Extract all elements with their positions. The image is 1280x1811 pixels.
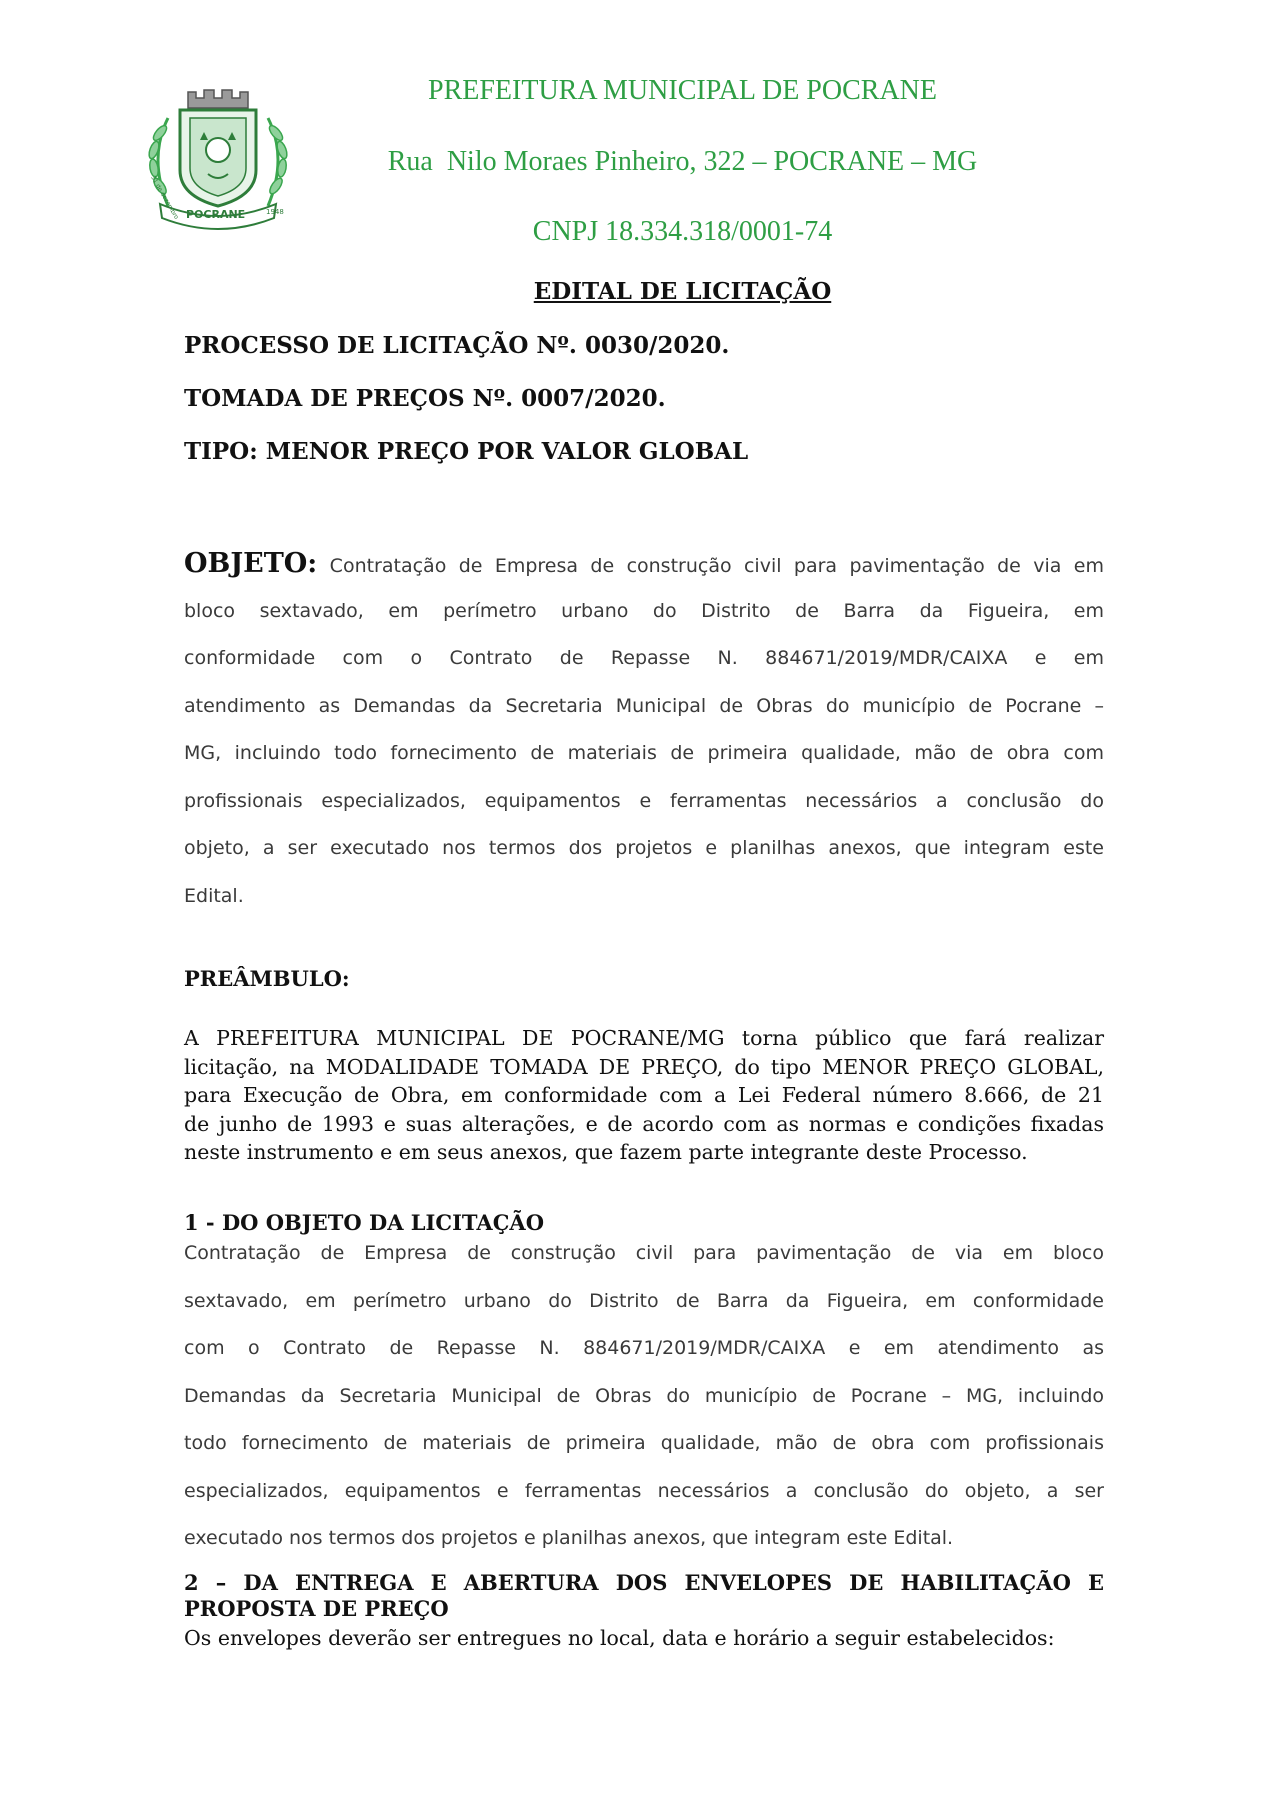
section1-line: com o Contrato de Repasse N. 884671/2019/MDR/CAIXA e em atendimento as bbox=[184, 1337, 1104, 1359]
section2-line: Os envelopes deverão ser entregues no local, data e horário a seguir estabelecidos: bbox=[184, 1626, 1055, 1650]
objeto-line: MG, incluindo todo fornecimento de materiais de primeira qualidade, mão de obra com bbox=[184, 742, 1104, 764]
process-number: PROCESSO DE LICITAÇÃO Nº. 0030/2020. bbox=[184, 332, 730, 359]
preambulo-line: para Execução de Obra, em conformidade com a Lei Federal número 8.666, de 21 bbox=[184, 1083, 1104, 1107]
preambulo-heading: PREÂMBULO: bbox=[184, 966, 350, 991]
seal-date: 31 de dezembro bbox=[149, 174, 180, 221]
objeto-paragraph bbox=[184, 540, 1104, 920]
preambulo-line: de junho de 1993 e suas alterações, e de acordo com as normas e condições fixadas bbox=[184, 1111, 1104, 1136]
section2-heading bbox=[184, 1570, 1104, 1622]
section2-heading-line: PROPOSTA DE PREÇO bbox=[184, 1596, 449, 1621]
section1-line: executado nos termos dos projetos e planilhas anexos, que integram este Edital. bbox=[184, 1527, 954, 1549]
section1-line: sextavado, em perímetro urbano do Distrito de Barra da Figueira, em conformidade bbox=[184, 1289, 1104, 1312]
section1-line: todo fornecimento de materiais de primeira qualidade, mão de obra com profissionais bbox=[184, 1432, 1104, 1454]
objeto-line: bloco sextavado, em perímetro urbano do Distrito de Barra da Figueira, em bbox=[184, 599, 1104, 622]
tomada-de-precos-number: TOMADA DE PREÇOS Nº. 0007/2020. bbox=[184, 385, 666, 412]
header-org-name: PREFEITURA MUNICIPAL DE POCRANE bbox=[428, 75, 937, 106]
section2-text bbox=[184, 1624, 1104, 1653]
preambulo-line: A PREFEITURA MUNICIPAL DE POCRANE/MG torna público que fará realizar bbox=[184, 1026, 1104, 1050]
preambulo-line: neste instrumento e em seus anexos, que fazem parte integrante deste Processo. bbox=[184, 1140, 1028, 1164]
section2-heading-line: 2 – DA ENTREGA E ABERTURA DOS ENVELOPES DE HABILITAÇÃO E bbox=[184, 1570, 1104, 1595]
objeto-line: Edital. bbox=[184, 884, 244, 907]
section1-line: Contratação de Empresa de construção civil para pavimentação de via em bloco bbox=[184, 1242, 1104, 1264]
objeto-line: atendimento as Demandas da Secretaria Municipal de Obras do município de Pocrane – bbox=[184, 694, 1104, 717]
seal-year: 1948 bbox=[266, 208, 284, 216]
header-address: Rua Nilo Moraes Pinheiro, 322 – POCRANE – MG bbox=[387, 146, 978, 177]
seal-ribbon-text: POCRANE bbox=[186, 208, 246, 221]
objeto-line: conformidade com o Contrato de Repasse N. 884671/2019/MDR/CAIXA e em bbox=[184, 647, 1104, 669]
preambulo-paragraph bbox=[184, 1024, 1104, 1167]
objeto-line: profissionais especializados, equipamentos e ferramentas necessários a conclusão do bbox=[184, 789, 1104, 812]
header-cnpj: CNPJ 18.334.318/0001-74 bbox=[532, 216, 833, 247]
objeto-label: OBJETO: bbox=[184, 548, 318, 579]
section1-line: Demandas da Secretaria Municipal de Obras do município de Pocrane – MG, incluindo bbox=[184, 1384, 1104, 1407]
objeto-line: Contratação de Empresa de construção civil para pavimentação de via em bbox=[329, 555, 1104, 577]
section1-paragraph bbox=[184, 1230, 1104, 1563]
section1-line: especializados, equipamentos e ferramentas necessários a conclusão do objeto, a ser bbox=[184, 1479, 1104, 1502]
document-title: EDITAL DE LICITAÇÃO bbox=[533, 278, 832, 305]
preambulo-line: licitação, na MODALIDADE TOMADA DE PREÇO, do tipo MENOR PREÇO GLOBAL, bbox=[184, 1054, 1104, 1079]
section1-heading: 1 - DO OBJETO DA LICITAÇÃO bbox=[184, 1210, 544, 1235]
tipo-line: TIPO: MENOR PREÇO POR VALOR GLOBAL bbox=[184, 438, 749, 465]
objeto-line: objeto, a ser executado nos termos dos projetos e planilhas anexos, que integram este bbox=[184, 837, 1104, 859]
